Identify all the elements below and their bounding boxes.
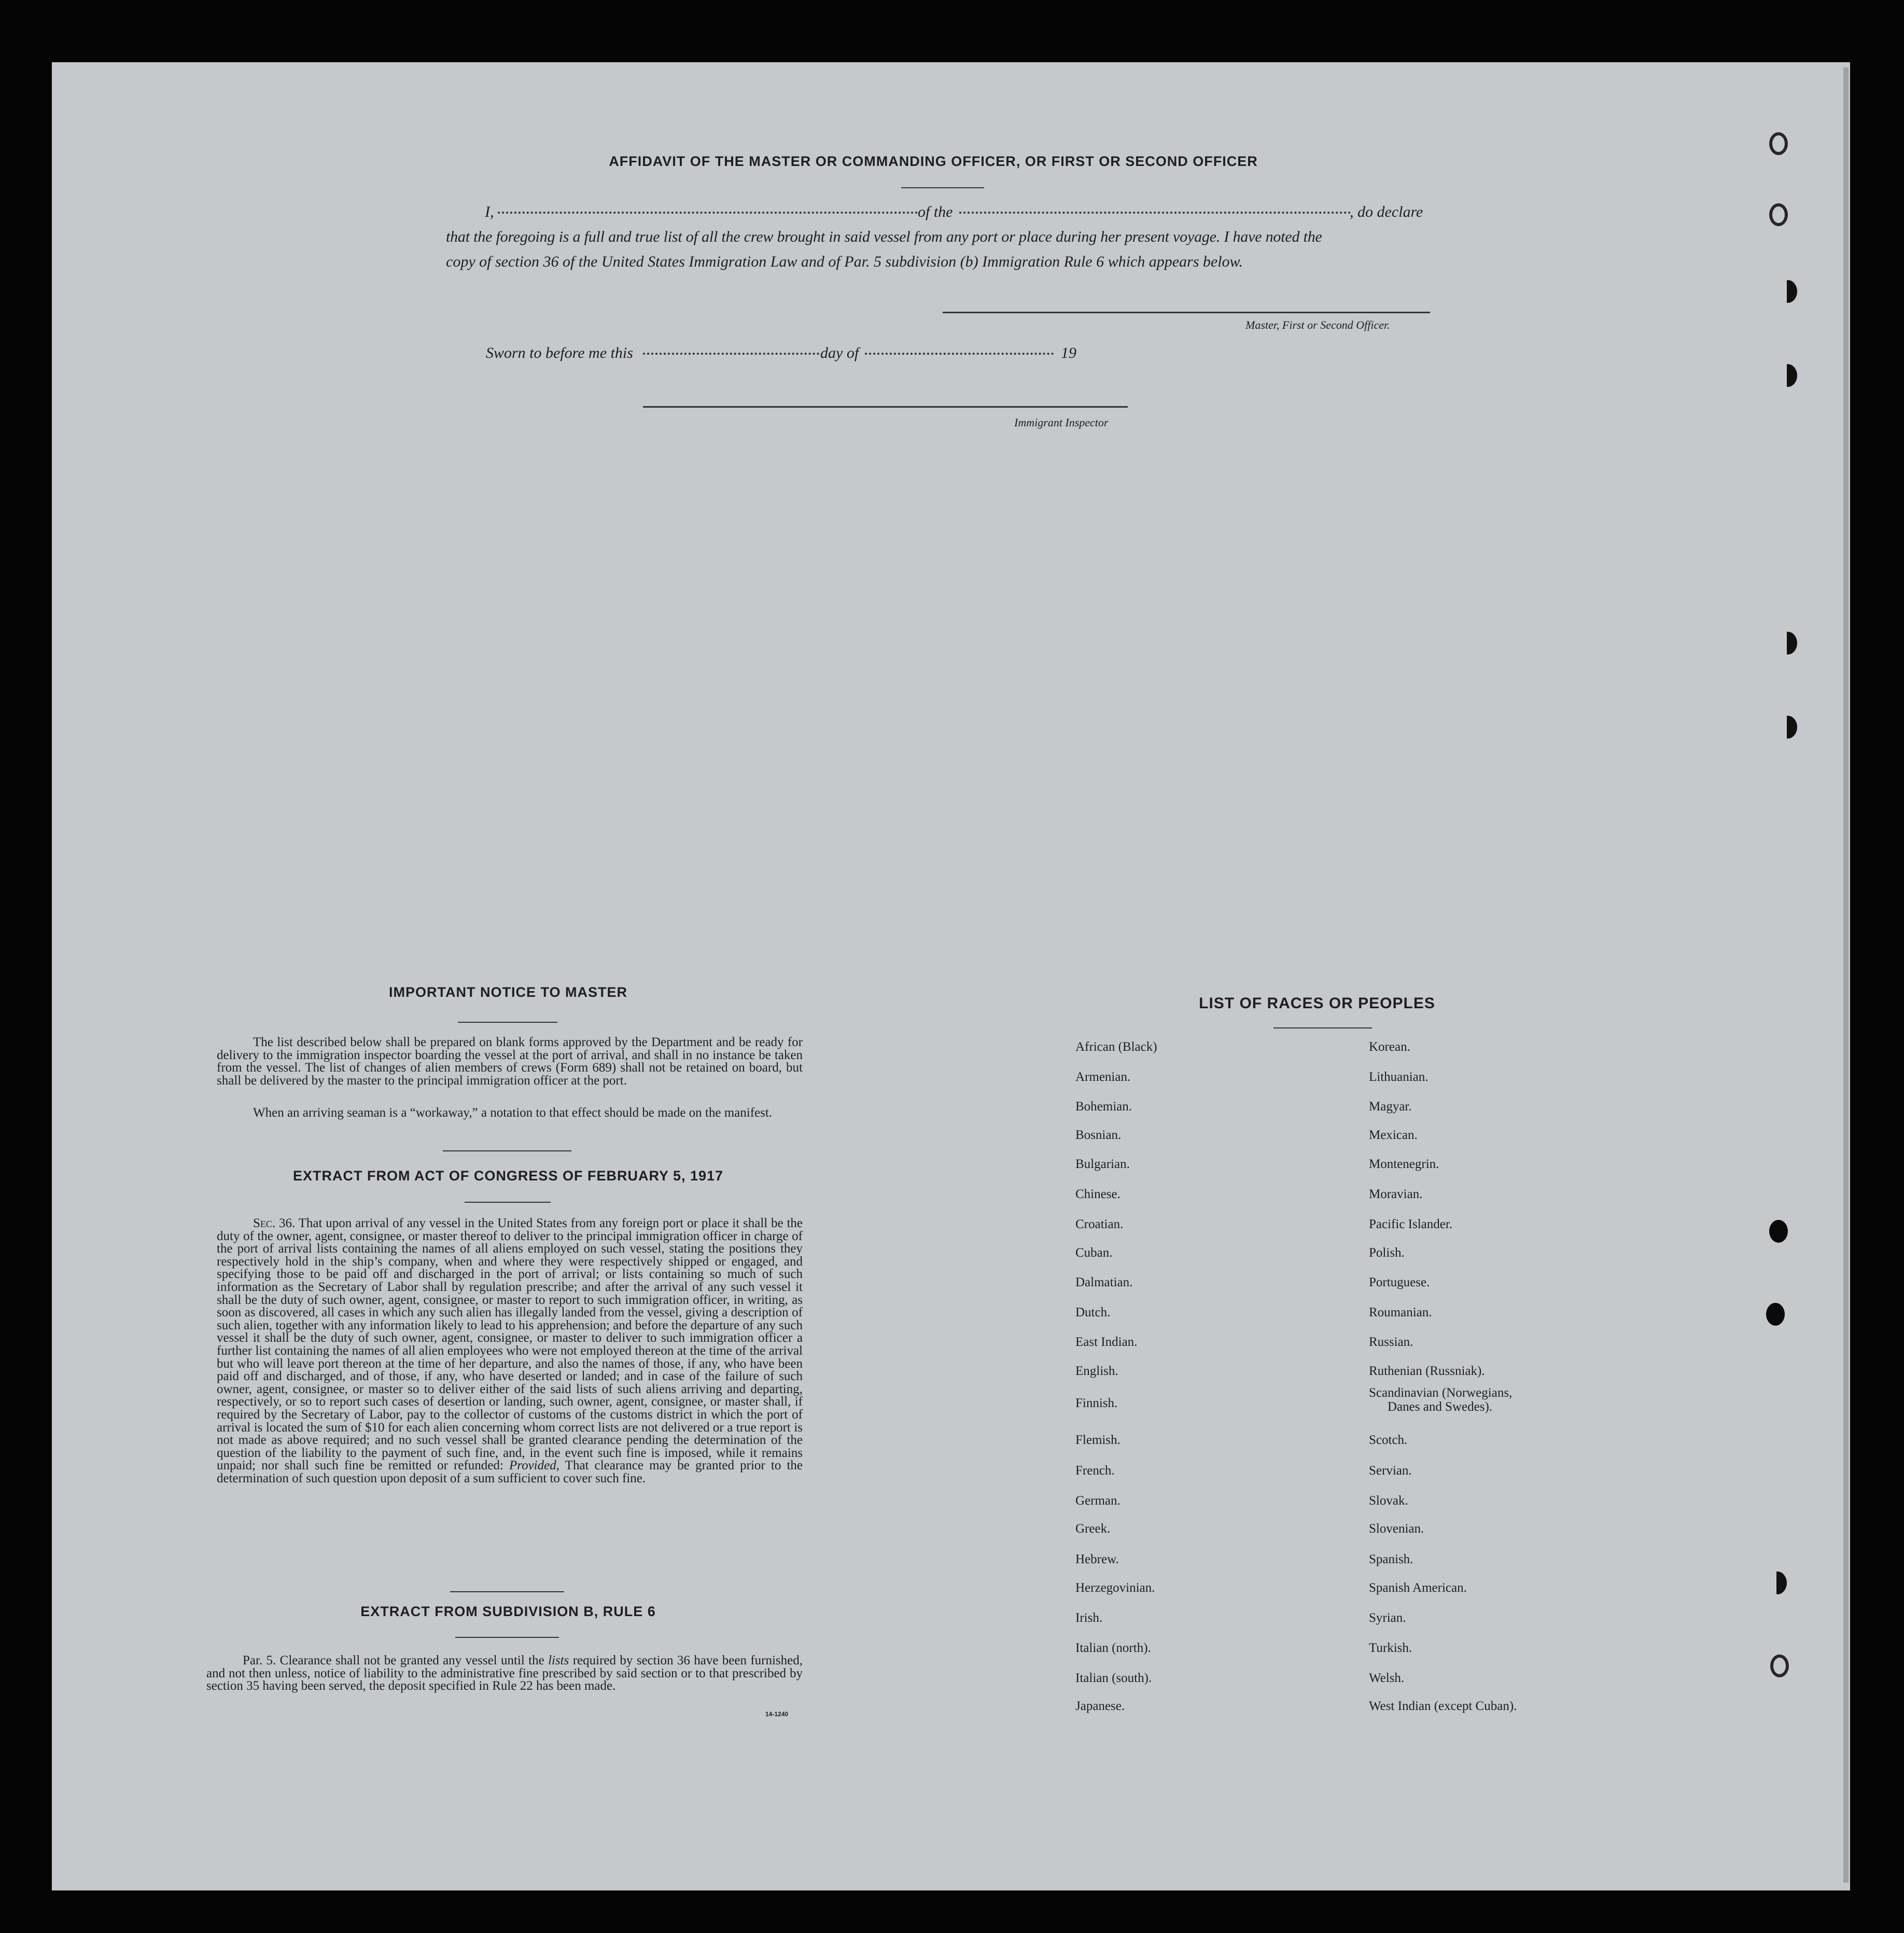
races-title: LIST OF RACES OR PEOPLES [1199, 995, 1435, 1012]
race-item: Italian (south). [1075, 1671, 1152, 1685]
race-item: Russian. [1369, 1335, 1413, 1349]
race-item: German. [1075, 1494, 1121, 1508]
race-item: English. [1075, 1364, 1118, 1378]
binder-hole [1769, 132, 1788, 155]
race-item: Bohemian. [1075, 1100, 1132, 1114]
race-item: Croatian. [1075, 1217, 1124, 1231]
binder-hole [1770, 1654, 1789, 1677]
race-item: Magyar. [1369, 1100, 1412, 1114]
race-item: Roumanian. [1369, 1305, 1432, 1319]
binder-hole [1769, 203, 1788, 226]
race-item: Moravian. [1369, 1187, 1423, 1201]
race-item: Armenian. [1075, 1070, 1131, 1084]
binder-hole [1766, 1303, 1785, 1326]
binder-hole [1779, 716, 1797, 739]
race-item: Polish. [1369, 1246, 1405, 1260]
inspector-label: Immigrant Inspector [1014, 416, 1109, 429]
page-edge [1843, 67, 1849, 1883]
proviso-text: That clearance may be granted prior to the determination of such question upon deposit of a sum sufficient to cover such fine. [217, 1458, 803, 1485]
race-item: Italian (north). [1075, 1641, 1151, 1655]
race-item: Hebrew. [1075, 1552, 1119, 1566]
binder-hole [1779, 632, 1797, 655]
notice-paragraph-1: The list described below shall be prepared on blank forms approved by the Department and be ready for delivery to the immigration inspector boarding the vessel at the port of arrival, and shall in no instance be taken from the vessel. The list of changes of alien members of crews (Form 689) shall not be retained on board, but shall be delivered by the master to the principal immigration officer at the port. [217, 1035, 803, 1088]
race-item: Flemish. [1075, 1433, 1121, 1447]
signature-label: Master, First or Second Officer. [1245, 318, 1390, 331]
race-item: Korean. [1369, 1040, 1410, 1054]
race-item: Spanish American. [1369, 1581, 1467, 1595]
race-item: French. [1075, 1464, 1115, 1478]
divider [465, 1202, 551, 1203]
race-item: Ruthenian (Russniak). [1369, 1364, 1485, 1378]
notice-paragraph-2: When an arriving seaman is a “workaway,” a notation to that effect should be made on the manifest. [253, 1106, 773, 1120]
par-5-a: Par. 5. Clearance shall not be granted any vessel until the [243, 1653, 544, 1667]
divider [1273, 1027, 1372, 1028]
race-item: Scandinavian (Norwegians, [1369, 1386, 1513, 1400]
binder-hole [1769, 1220, 1788, 1243]
affidavit-line3: copy of section 36 of the United States Immigration Law and of Par. 5 subdivision (b) Immigration Rule 6 which appears below. [446, 253, 1243, 270]
race-item: Turkish. [1369, 1641, 1412, 1655]
race-item: African (Black) [1075, 1040, 1157, 1054]
sworn-month-field[interactable] [865, 353, 1054, 355]
race-item: Herzegovinian. [1075, 1581, 1155, 1595]
section-36-text [217, 1217, 803, 1485]
name-field[interactable] [498, 212, 918, 214]
race-item: Chinese. [1075, 1187, 1121, 1201]
extract-act-title: EXTRACT FROM ACT OF CONGRESS OF FEBRUARY 5, 1917 [292, 1168, 724, 1184]
race-item: Japanese. [1075, 1699, 1125, 1713]
divider [901, 187, 984, 188]
race-item: Welsh. [1369, 1671, 1405, 1685]
extract-rule-title: EXTRACT FROM SUBDIVISION B, RULE 6 [360, 1604, 656, 1619]
proviso-label: Provided, [509, 1458, 559, 1473]
divider [443, 1150, 571, 1151]
vessel-field[interactable] [959, 212, 1351, 214]
race-item-continuation: Danes and Swedes). [1388, 1400, 1493, 1414]
race-item: Servian. [1369, 1464, 1412, 1478]
form-number: 14-1240 [765, 1711, 789, 1718]
par-5-b: required by section 36 have been furnished, and not then unless, notice of liability to the administrative fine prescribed by said section or to that prescribed by section 35 having been served, the deposit specified in Rule 22 has been made. [206, 1653, 803, 1693]
race-item: Pacific Islander. [1369, 1217, 1453, 1231]
lists-word: lists [548, 1653, 569, 1667]
sworn-day-field[interactable] [643, 353, 819, 355]
race-item: Syrian. [1369, 1611, 1406, 1625]
signature-line[interactable] [943, 312, 1430, 313]
binder-hole [1768, 1572, 1787, 1594]
sworn-start: Sworn to before me this [486, 344, 633, 361]
race-item: Greek. [1075, 1522, 1111, 1536]
par-5-text [206, 1654, 803, 1693]
affidavit-line1-end: , do declare [1350, 203, 1423, 220]
binder-hole [1779, 280, 1797, 303]
affidavit-line2: that the foregoing is a full and true list of all the crew brought in said vessel from any port or place during her present voyage. I have noted the [446, 228, 1322, 245]
notice-title: IMPORTANT NOTICE TO MASTER [389, 984, 627, 1000]
race-item: Slovak. [1369, 1494, 1408, 1508]
inspector-signature-line[interactable] [643, 406, 1128, 408]
divider [450, 1591, 564, 1592]
race-item: Dutch. [1075, 1305, 1111, 1319]
race-item: East Indian. [1075, 1335, 1138, 1349]
affidavit-line1-mid: of the [918, 203, 953, 220]
race-item: Slovenian. [1369, 1522, 1424, 1536]
race-item: Portuguese. [1369, 1275, 1430, 1289]
race-item: Bosnian. [1075, 1128, 1122, 1142]
sworn-end: 19 [1061, 344, 1076, 361]
race-item: Bulgarian. [1075, 1157, 1130, 1171]
race-item: Scotch. [1369, 1433, 1408, 1447]
race-item: Mexican. [1369, 1128, 1418, 1142]
race-item: Finnish. [1075, 1396, 1118, 1410]
race-item: West Indian (except Cuban). [1369, 1699, 1517, 1713]
binder-hole [1779, 364, 1797, 387]
sworn-mid: day of [820, 344, 859, 361]
section-body: That upon arrival of any vessel in the United States from any foreign port or place it shall be the duty of the owner, agent, consignee, or master thereof to deliver to the principal immigration officer in charge of the port of arrival lists containing the names of all aliens employed on such vessel, stating the positions they respectively hold in the ship’s company, when and where they were respectively shipped or engaged, and specifying those to be paid off and discharged in the port of arrival; or lists containing so much of such information as the Secretary of Labor shall by regulation prescribe; and after the arrival of any such vessel it shall be the duty of such owner, agent, consignee, or master to report to such immigration officer, in writing, as soon as discovered, all cases in which any such alien has illegally landed from the vessel, giving a description of such alien, together with any information likely to lead to his apprehension; and before the departure of any such vessel it shall be the duty of such owner, agent, consignee, or master to deliver to such immigration officer a further list containing the names of all alien employees who were not employed thereon at the time of the arrival but who will leave port thereon at the time of her departure, and also the names of those, if any, who have been paid off and discharged, and of those, if any, who have deserted or landed; and in case of the failure of such owner, agent, consignee, or master so to deliver either of the said lists of such aliens arriving and departing, respectively, or so to report such cases of desertion or landing, such owner, agent, consignee, or master shall, if required by the Secretary of Labor, pay to the collector of customs of the customs district in which the port of arrival is located the sum of $10 for each alien concerning whom correct lists are not delivered or a true report is not made as above required; and no such vessel shall be granted clearance pending the determination of the question of the liability to the payment of such fine, and, in the event such fine is imposed, while it remains unpaid; nor shall such fine be remitted or refunded: [217, 1216, 803, 1473]
divider [458, 1022, 557, 1023]
race-item: Irish. [1075, 1611, 1103, 1625]
race-item: Lithuanian. [1369, 1070, 1429, 1084]
section-label: Sec. 36. [253, 1216, 296, 1230]
race-item: Montenegrin. [1369, 1157, 1439, 1171]
affidavit-line1-start: I, [485, 203, 494, 220]
race-item: Cuban. [1075, 1246, 1113, 1260]
race-item: Dalmatian. [1075, 1275, 1133, 1289]
affidavit-title: AFFIDAVIT OF THE MASTER OR COMMANDING OFFICER, OR FIRST OR SECOND OFFICER [609, 154, 1258, 169]
race-item: Spanish. [1369, 1552, 1413, 1566]
divider [455, 1637, 559, 1638]
